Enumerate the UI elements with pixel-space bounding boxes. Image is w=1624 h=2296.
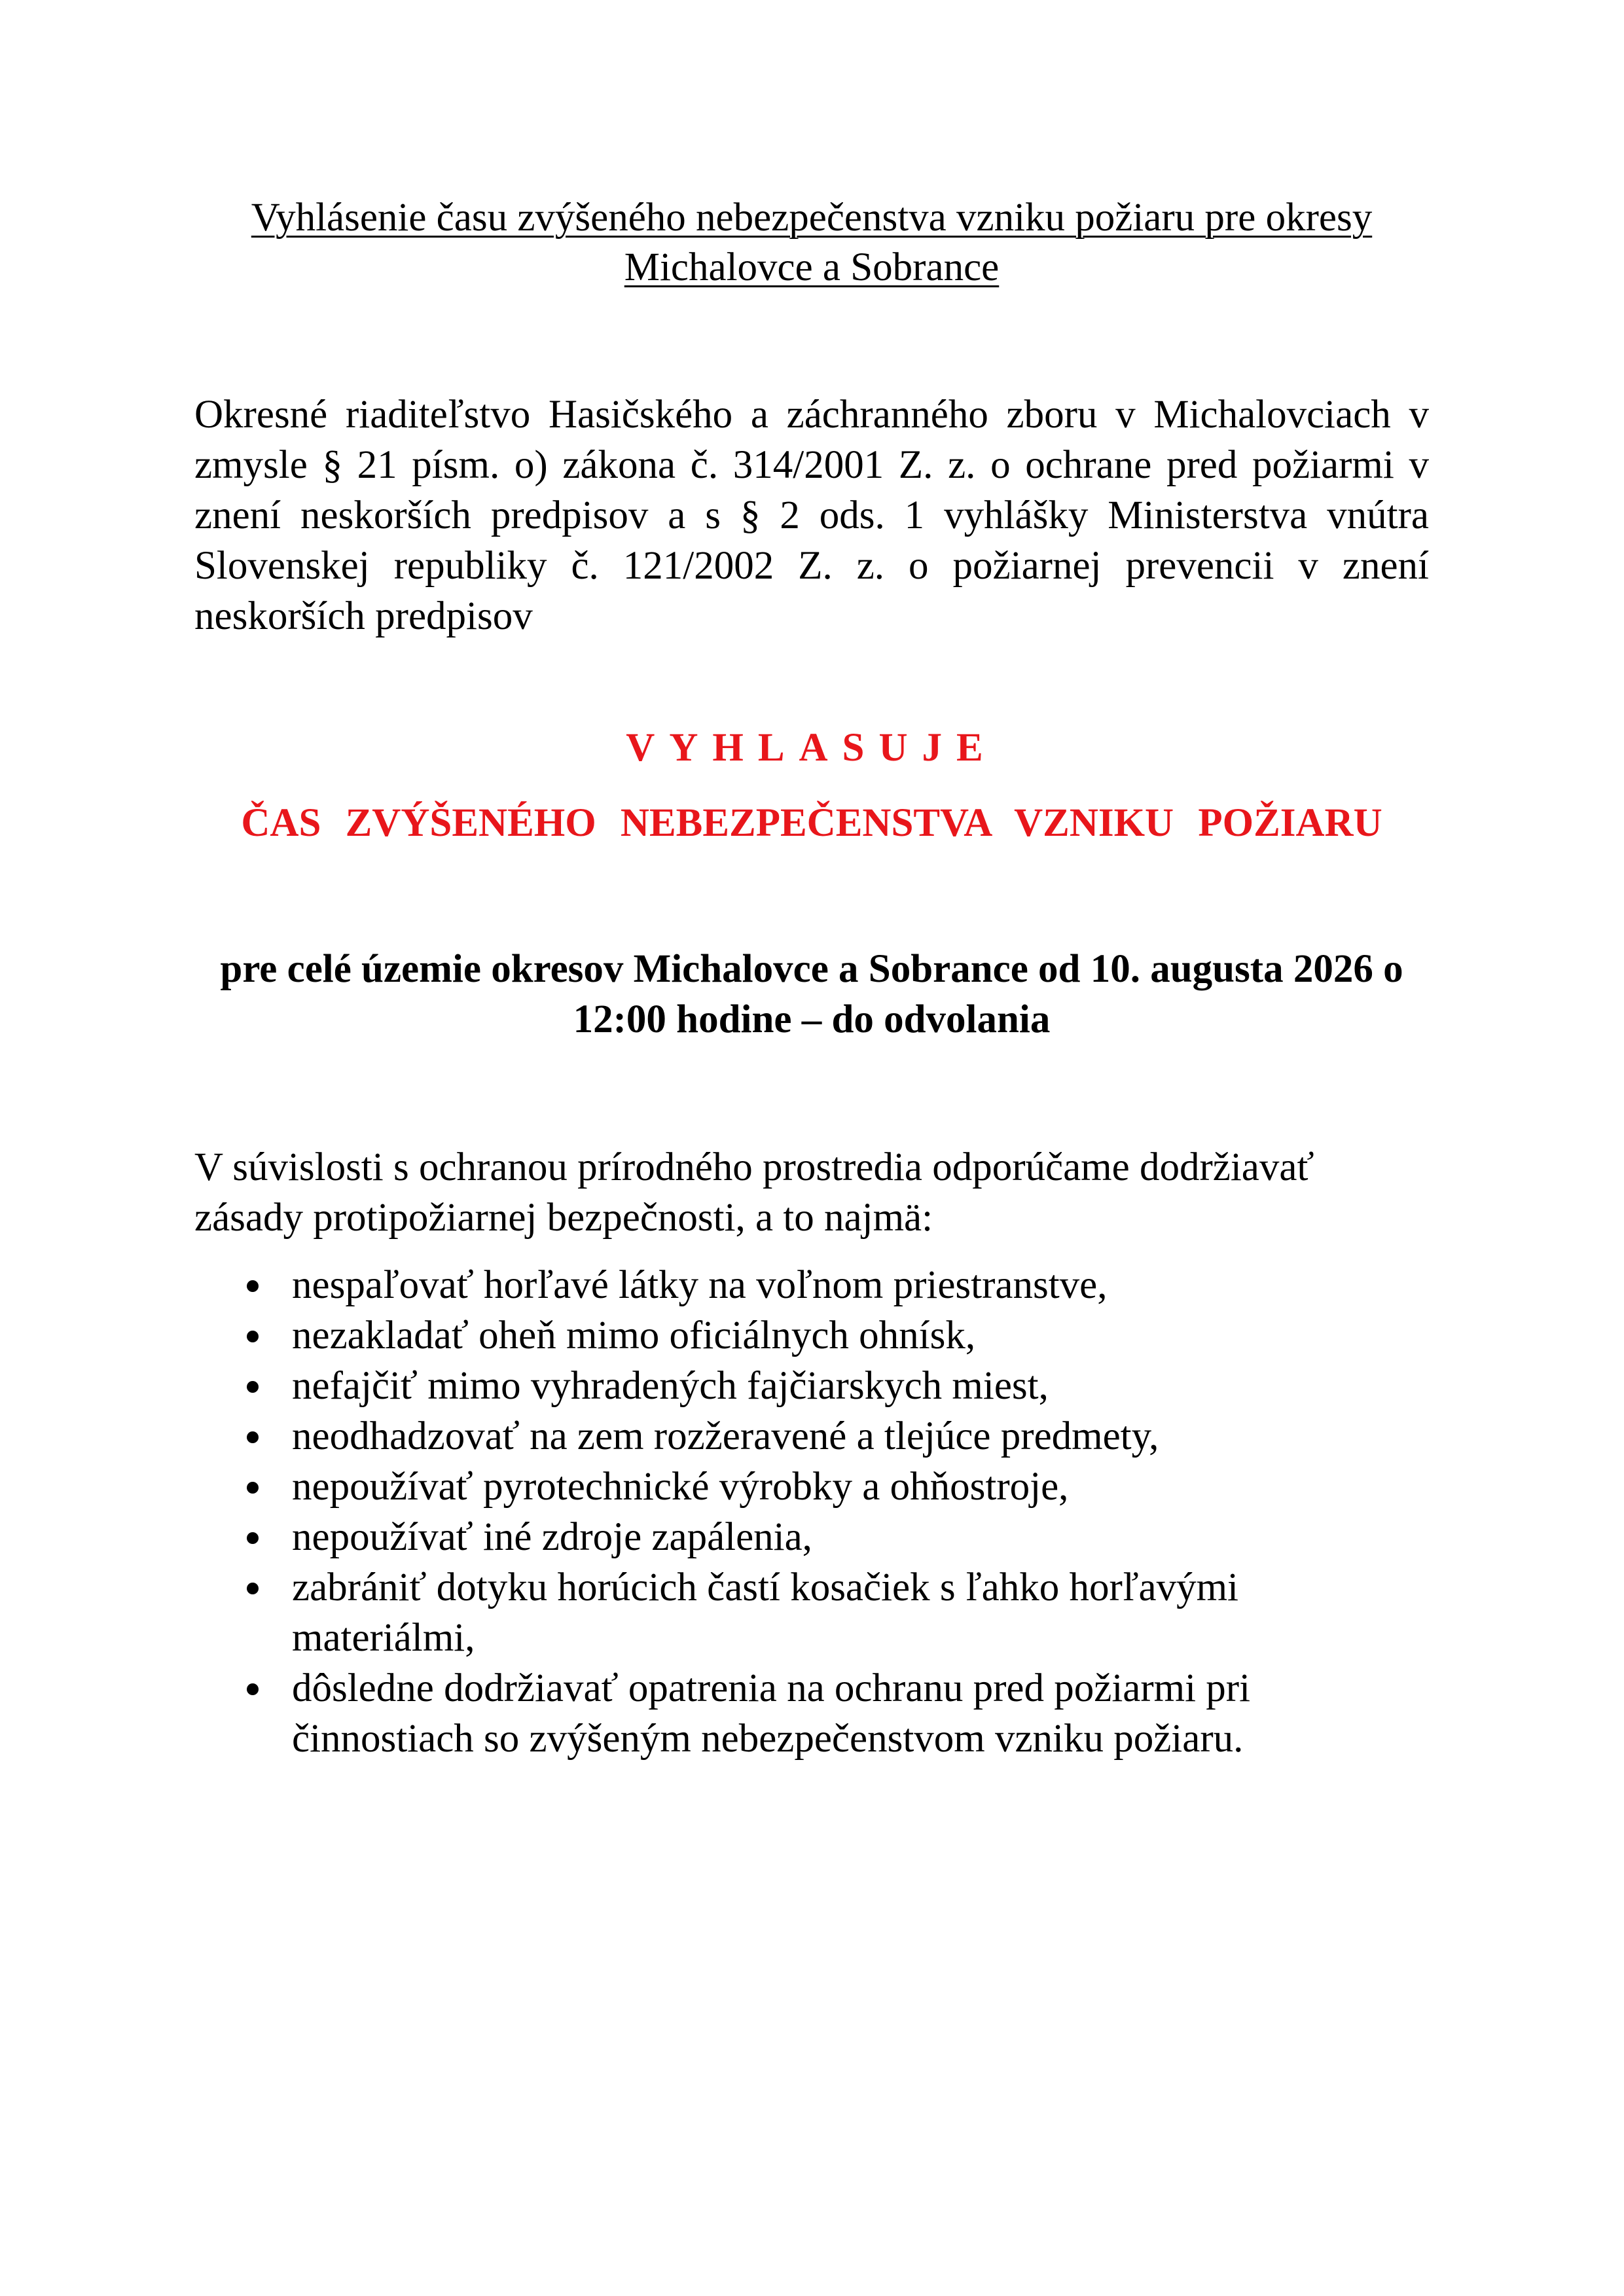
rule-text: nespaľovať horľavé látky na voľnom priestranstve, <box>292 1263 1108 1307</box>
bullet-icon <box>247 1583 259 1594</box>
document-title <box>194 193 1429 293</box>
bullet-icon <box>247 1381 259 1393</box>
bullet-icon <box>247 1431 259 1443</box>
rule-item <box>194 1562 1429 1663</box>
bullet-icon <box>247 1331 259 1342</box>
announcement-verb: VYHLASUJE <box>626 726 998 770</box>
document-title-text: Vyhlásenie času zvýšeného nebezpečenstva vzniku požiaru pre okresy Michalovce a Sobrance <box>251 196 1373 289</box>
intro-paragraph: Okresné riaditeľstvo Hasičského a záchranného zboru v Michalovciach v zmysle § 21 písm. o) zákona č. 314/2001 Z. z. o ochrane pred požiarmi v znení neskorších predpisov a s § 2 ods. 1 vyhlášky Ministerstva vnútra Slovenskej republiky č. 121/2002 Z. z. o požiarnej prevencii v znení neskorších predpisov <box>194 393 1429 638</box>
rule-text: zabrániť dotyku horúcich častí kosačiek s ľahko horľavými materiálmi, <box>292 1566 1239 1660</box>
recommendation-paragraph: V súvislosti s ochranou prírodného prostredia odporúčame dodržiavať zásady protipožiarnej bezpečnosti, a to najmä: <box>194 1145 1314 1240</box>
rules-list <box>194 1260 1429 1764</box>
rule-text: nefajčiť mimo vyhradených fajčiarskych miest, <box>292 1364 1049 1408</box>
scope-statement: pre celé územie okresov Michalovce a Sobrance od 10. augusta 2026 o 12:00 hodine – do odvolania <box>220 947 1403 1041</box>
rule-item <box>194 1512 1429 1562</box>
rule-text: neodhadzovať na zem rozžeravené a tlejúce predmety, <box>292 1414 1159 1458</box>
rule-text: nepoužívať iné zdroje zapálenia, <box>292 1515 812 1559</box>
rule-item <box>194 1260 1429 1310</box>
bullet-icon <box>247 1280 259 1292</box>
rule-item <box>194 1663 1429 1764</box>
bullet-icon <box>247 1482 259 1494</box>
rule-item <box>194 1462 1429 1512</box>
rule-item <box>194 1310 1429 1361</box>
rule-item <box>194 1411 1429 1462</box>
rule-text: nezakladať oheň mimo oficiálnych ohnísk, <box>292 1314 976 1357</box>
bullet-icon <box>247 1683 259 1695</box>
rule-item <box>194 1361 1429 1411</box>
bullet-icon <box>247 1532 259 1544</box>
rule-text: dôsledne dodržiavať opatrenia na ochranu pred požiarmi pri činnostiach so zvýšeným nebezpečenstvom vzniku požiaru. <box>292 1666 1251 1761</box>
announcement-heading: ČAS ZVÝŠENÉHO NEBEZPEČENSTVA VZNIKU POŽIARU <box>241 801 1382 845</box>
rule-text: nepoužívať pyrotechnické výrobky a ohňostroje, <box>292 1465 1069 1509</box>
